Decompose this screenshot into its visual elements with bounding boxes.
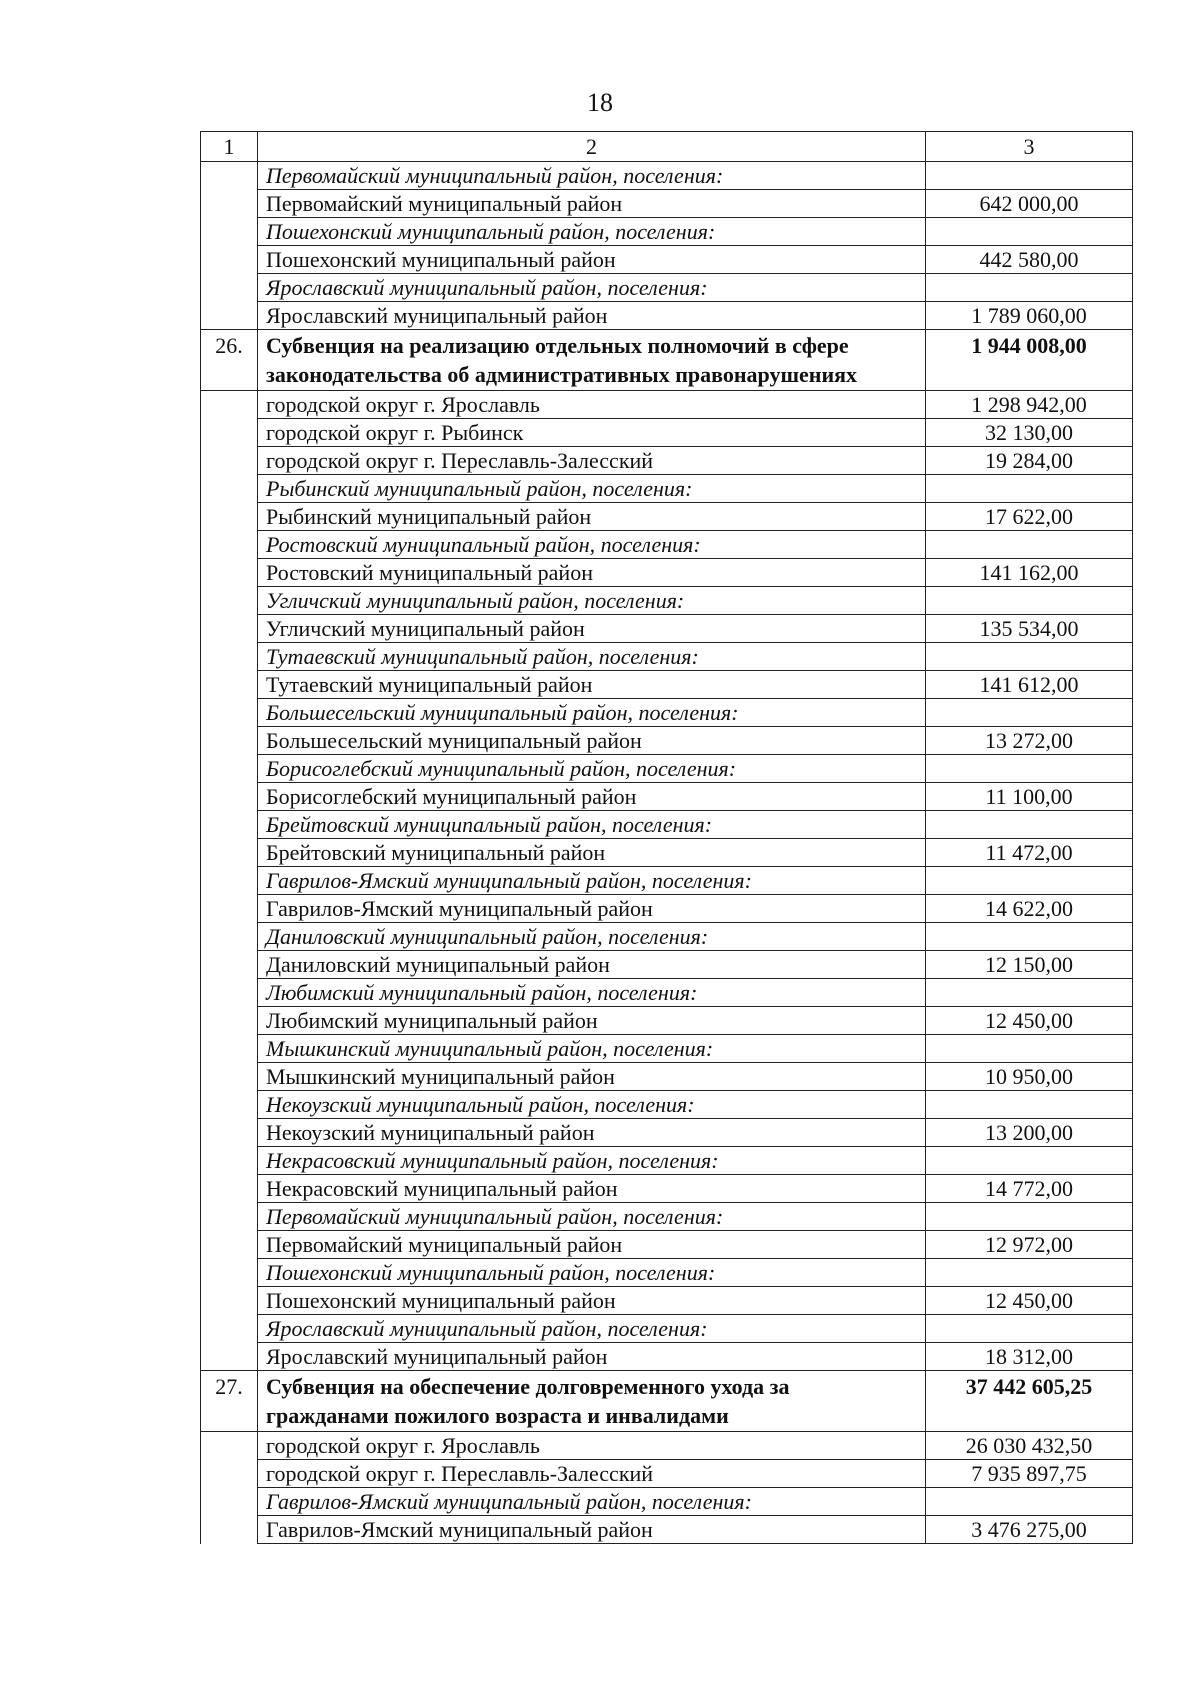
table-row bbox=[201, 419, 1133, 447]
row-number-cell bbox=[201, 951, 258, 979]
row-number-cell bbox=[201, 839, 258, 867]
subheading-row bbox=[201, 1203, 1133, 1231]
row-number-cell bbox=[201, 559, 258, 587]
amount-cell: 26 030 432,50 bbox=[926, 1432, 1133, 1460]
subheading-row bbox=[201, 162, 1133, 190]
table-header-row bbox=[201, 132, 1133, 162]
subheading-label: Любимский муниципальный район, поселения: bbox=[258, 979, 926, 1007]
row-number-cell bbox=[201, 419, 258, 447]
amount-cell bbox=[926, 1315, 1133, 1343]
table-row bbox=[201, 1516, 1133, 1544]
subheading-row bbox=[201, 699, 1133, 727]
section-row bbox=[201, 330, 1133, 391]
row-number-cell bbox=[201, 587, 258, 615]
table-row bbox=[201, 727, 1133, 755]
row-number-cell bbox=[201, 1343, 258, 1371]
table-row bbox=[201, 783, 1133, 811]
table-row bbox=[201, 391, 1133, 419]
row-number-cell bbox=[201, 531, 258, 559]
subheading-row bbox=[201, 1259, 1133, 1287]
amount-cell bbox=[926, 643, 1133, 671]
subheading-label: Ярославский муниципальный район, поселения: bbox=[258, 1315, 926, 1343]
subheading-row bbox=[201, 531, 1133, 559]
amount-cell bbox=[926, 811, 1133, 839]
amount-cell bbox=[926, 1203, 1133, 1231]
row-number-cell bbox=[201, 755, 258, 783]
subheading-label: Тутаевский муниципальный район, поселения: bbox=[258, 643, 926, 671]
amount-cell bbox=[926, 531, 1133, 559]
row-number-cell bbox=[201, 1203, 258, 1231]
table-row bbox=[201, 1460, 1133, 1488]
recipient-name: Некрасовский муниципальный район bbox=[258, 1175, 926, 1203]
amount-cell: 11 472,00 bbox=[926, 839, 1133, 867]
row-number-cell bbox=[201, 1460, 258, 1488]
table-row bbox=[201, 615, 1133, 643]
recipient-name: Брейтовский муниципальный район bbox=[258, 839, 926, 867]
amount-cell bbox=[926, 867, 1133, 895]
amount-cell: 14 622,00 bbox=[926, 895, 1133, 923]
table-row bbox=[201, 1432, 1133, 1460]
subheading-label: Большесельский муниципальный район, поселения: bbox=[258, 699, 926, 727]
row-number-cell bbox=[201, 1315, 258, 1343]
subheading-row bbox=[201, 1035, 1133, 1063]
recipient-name: Борисоглебский муниципальный район bbox=[258, 783, 926, 811]
amount-cell bbox=[926, 274, 1133, 302]
table-row bbox=[201, 559, 1133, 587]
recipient-name: Первомайский муниципальный район bbox=[258, 190, 926, 218]
recipient-name: Гаврилов-Ямский муниципальный район bbox=[258, 895, 926, 923]
table-row bbox=[201, 951, 1133, 979]
row-number-cell bbox=[201, 1147, 258, 1175]
amount-cell: 11 100,00 bbox=[926, 783, 1133, 811]
row-number-cell bbox=[201, 783, 258, 811]
header-col-2: 2 bbox=[258, 132, 926, 162]
table-row bbox=[201, 447, 1133, 475]
subheading-row bbox=[201, 475, 1133, 503]
subheading-row bbox=[201, 1488, 1133, 1516]
row-number-cell bbox=[201, 615, 258, 643]
row-number-cell bbox=[201, 867, 258, 895]
amount-cell: 141 612,00 bbox=[926, 671, 1133, 699]
subheading-row bbox=[201, 755, 1133, 783]
subheading-row bbox=[201, 587, 1133, 615]
subheading-row bbox=[201, 1315, 1133, 1343]
subheading-row bbox=[201, 643, 1133, 671]
row-number-cell bbox=[201, 1259, 258, 1287]
recipient-name: Большесельский муниципальный район bbox=[258, 727, 926, 755]
subheading-row bbox=[201, 274, 1133, 302]
amount-cell: 13 200,00 bbox=[926, 1119, 1133, 1147]
subheading-label: Первомайский муниципальный район, поселения: bbox=[258, 162, 926, 190]
amount-cell: 32 130,00 bbox=[926, 419, 1133, 447]
row-number-cell bbox=[201, 1175, 258, 1203]
amount-cell: 1 944 008,00 bbox=[926, 330, 1133, 391]
table-row bbox=[201, 1343, 1133, 1371]
amount-cell: 1 789 060,00 bbox=[926, 302, 1133, 330]
row-number-cell bbox=[201, 1231, 258, 1259]
amount-cell bbox=[926, 1035, 1133, 1063]
row-number-cell bbox=[201, 1516, 258, 1544]
row-number-cell: 26. bbox=[201, 330, 258, 391]
amount-cell bbox=[926, 475, 1133, 503]
table-row bbox=[201, 246, 1133, 274]
row-number-cell bbox=[201, 699, 258, 727]
row-number-cell bbox=[201, 979, 258, 1007]
amount-cell: 37 442 605,25 bbox=[926, 1371, 1133, 1432]
recipient-name: городской округ г. Рыбинск bbox=[258, 419, 926, 447]
amount-cell: 14 772,00 bbox=[926, 1175, 1133, 1203]
recipient-name: Ярославский муниципальный район bbox=[258, 1343, 926, 1371]
subheading-row bbox=[201, 867, 1133, 895]
row-number-cell bbox=[201, 1035, 258, 1063]
subheading-label: Ярославский муниципальный район, поселения: bbox=[258, 274, 926, 302]
row-number-cell bbox=[201, 923, 258, 951]
row-number-cell bbox=[201, 1432, 258, 1460]
amount-cell bbox=[926, 699, 1133, 727]
amount-cell bbox=[926, 1488, 1133, 1516]
amount-cell: 12 150,00 bbox=[926, 951, 1133, 979]
amount-cell: 442 580,00 bbox=[926, 246, 1133, 274]
recipient-name: Пошехонский муниципальный район bbox=[258, 1287, 926, 1315]
subheading-row bbox=[201, 923, 1133, 951]
row-number-cell bbox=[201, 475, 258, 503]
amount-cell: 19 284,00 bbox=[926, 447, 1133, 475]
row-number-cell bbox=[201, 1091, 258, 1119]
section-title: Субвенция на реализацию отдельных полномочий в сфере законодательства об административных правонарушениях bbox=[258, 330, 926, 391]
recipient-name: Пошехонский муниципальный район bbox=[258, 246, 926, 274]
subheading-label: Угличский муниципальный район, поселения: bbox=[258, 587, 926, 615]
row-number-cell bbox=[201, 1007, 258, 1035]
subheading-label: Брейтовский муниципальный район, поселения: bbox=[258, 811, 926, 839]
table-row bbox=[201, 1231, 1133, 1259]
row-number-cell: 27. bbox=[201, 1371, 258, 1432]
subheading-row bbox=[201, 1091, 1133, 1119]
row-number-cell bbox=[201, 190, 258, 218]
row-number-cell bbox=[201, 671, 258, 699]
row-number-cell bbox=[201, 503, 258, 531]
section-title: Субвенция на обеспечение долговременного ухода за гражданами пожилого возраста и инвалидами bbox=[258, 1371, 926, 1432]
subheading-label: Пошехонский муниципальный район, поселения: bbox=[258, 218, 926, 246]
amount-cell bbox=[926, 162, 1133, 190]
subheading-label: Некрасовский муниципальный район, поселения: bbox=[258, 1147, 926, 1175]
row-number-cell bbox=[201, 1119, 258, 1147]
amount-cell: 12 450,00 bbox=[926, 1287, 1133, 1315]
amount-cell: 3 476 275,00 bbox=[926, 1516, 1133, 1544]
row-number-cell bbox=[201, 274, 258, 302]
amount-cell bbox=[926, 1091, 1133, 1119]
amount-cell: 141 162,00 bbox=[926, 559, 1133, 587]
subheading-label: Гаврилов-Ямский муниципальный район, поселения: bbox=[258, 867, 926, 895]
row-number-cell bbox=[201, 447, 258, 475]
table-row bbox=[201, 1175, 1133, 1203]
table-row bbox=[201, 839, 1133, 867]
recipient-name: городской округ г. Переславль-Залесский bbox=[258, 1460, 926, 1488]
recipient-name: Первомайский муниципальный район bbox=[258, 1231, 926, 1259]
row-number-cell bbox=[201, 391, 258, 419]
amount-cell: 1 298 942,00 bbox=[926, 391, 1133, 419]
subheading-row bbox=[201, 979, 1133, 1007]
amount-cell: 12 450,00 bbox=[926, 1007, 1133, 1035]
subheading-label: Мышкинский муниципальный район, поселения: bbox=[258, 1035, 926, 1063]
amount-cell: 17 622,00 bbox=[926, 503, 1133, 531]
amount-cell: 135 534,00 bbox=[926, 615, 1133, 643]
amount-cell: 642 000,00 bbox=[926, 190, 1133, 218]
recipient-name: Любимский муниципальный район bbox=[258, 1007, 926, 1035]
header-col-3: 3 bbox=[926, 132, 1133, 162]
row-number-cell bbox=[201, 246, 258, 274]
budget-table bbox=[200, 131, 1133, 1544]
recipient-name: Некоузский муниципальный район bbox=[258, 1119, 926, 1147]
subheading-label: Даниловский муниципальный район, поселения: bbox=[258, 923, 926, 951]
amount-cell bbox=[926, 587, 1133, 615]
recipient-name: Рыбинский муниципальный район bbox=[258, 503, 926, 531]
table-row bbox=[201, 1287, 1133, 1315]
row-number-cell bbox=[201, 811, 258, 839]
subheading-label: Пошехонский муниципальный район, поселения: bbox=[258, 1259, 926, 1287]
row-number-cell bbox=[201, 302, 258, 330]
amount-cell bbox=[926, 923, 1133, 951]
amount-cell: 12 972,00 bbox=[926, 1231, 1133, 1259]
table-row bbox=[201, 302, 1133, 330]
row-number-cell bbox=[201, 1063, 258, 1091]
subheading-row bbox=[201, 811, 1133, 839]
table-row bbox=[201, 503, 1133, 531]
recipient-name: городской округ г. Переславль-Залесский bbox=[258, 447, 926, 475]
subheading-label: Некоузский муниципальный район, поселения: bbox=[258, 1091, 926, 1119]
amount-cell bbox=[926, 979, 1133, 1007]
recipient-name: Мышкинский муниципальный район bbox=[258, 1063, 926, 1091]
amount-cell bbox=[926, 1259, 1133, 1287]
table-row bbox=[201, 190, 1133, 218]
amount-cell bbox=[926, 755, 1133, 783]
row-number-cell bbox=[201, 727, 258, 755]
amount-cell bbox=[926, 1147, 1133, 1175]
subheading-label: Первомайский муниципальный район, поселения: bbox=[258, 1203, 926, 1231]
page-number: 18 bbox=[587, 88, 613, 117]
subheading-label: Гаврилов-Ямский муниципальный район, поселения: bbox=[258, 1488, 926, 1516]
subheading-row bbox=[201, 218, 1133, 246]
amount-cell: 10 950,00 bbox=[926, 1063, 1133, 1091]
row-number-cell bbox=[201, 1488, 258, 1516]
subheading-label: Ростовский муниципальный район, поселения: bbox=[258, 531, 926, 559]
recipient-name: городской округ г. Ярославль bbox=[258, 391, 926, 419]
table-row bbox=[201, 1063, 1133, 1091]
recipient-name: городской округ г. Ярославль bbox=[258, 1432, 926, 1460]
table-row bbox=[201, 1119, 1133, 1147]
row-number-cell bbox=[201, 895, 258, 923]
row-number-cell bbox=[201, 643, 258, 671]
subheading-label: Борисоглебский муниципальный район, поселения: bbox=[258, 755, 926, 783]
recipient-name: Даниловский муниципальный район bbox=[258, 951, 926, 979]
row-number-cell bbox=[201, 162, 258, 190]
recipient-name: Ярославский муниципальный район bbox=[258, 302, 926, 330]
recipient-name: Ростовский муниципальный район bbox=[258, 559, 926, 587]
subheading-label: Рыбинский муниципальный район, поселения: bbox=[258, 475, 926, 503]
amount-cell bbox=[926, 218, 1133, 246]
section-row bbox=[201, 1371, 1133, 1432]
table-row bbox=[201, 1007, 1133, 1035]
table-row bbox=[201, 671, 1133, 699]
row-number-cell bbox=[201, 218, 258, 246]
header-col-1: 1 bbox=[201, 132, 258, 162]
amount-cell: 7 935 897,75 bbox=[926, 1460, 1133, 1488]
recipient-name: Угличский муниципальный район bbox=[258, 615, 926, 643]
amount-cell: 13 272,00 bbox=[926, 727, 1133, 755]
subheading-row bbox=[201, 1147, 1133, 1175]
recipient-name: Гаврилов-Ямский муниципальный район bbox=[258, 1516, 926, 1544]
amount-cell: 18 312,00 bbox=[926, 1343, 1133, 1371]
table-row bbox=[201, 895, 1133, 923]
row-number-cell bbox=[201, 1287, 258, 1315]
recipient-name: Тутаевский муниципальный район bbox=[258, 671, 926, 699]
